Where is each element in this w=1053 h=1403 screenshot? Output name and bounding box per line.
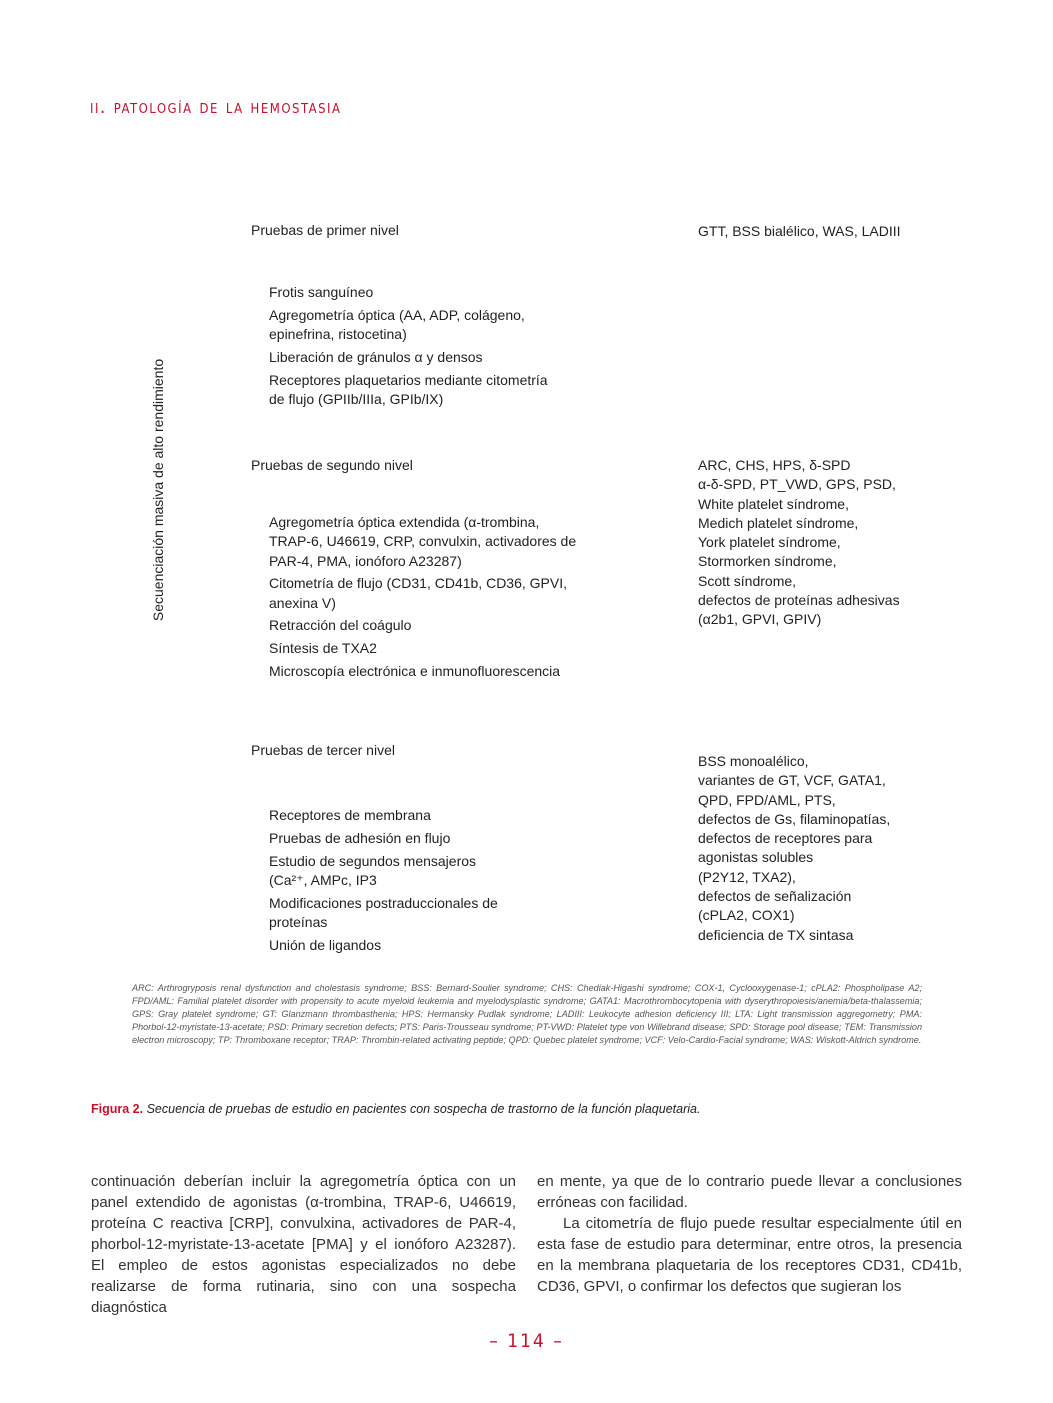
body-column-right xyxy=(537,1171,962,1297)
test-item: Estudio de segundos mensajeros (Ca²⁺, AMPc, IP3 xyxy=(269,852,477,888)
figure-caption-text: Secuencia de pruebas de estudio en pacientes con sospecha de trastorno de la función plaquetaria. xyxy=(146,1102,701,1116)
body-paragraph: La citometría de flujo puede resultar especialmente útil en esta fase de estudio para determinar, entre otros, la presencia en la membrana plaquetaria de los receptores CD31, CD41b, CD36, GPVI, o confirmar los defectos que sugieran los xyxy=(537,1215,962,1295)
level-3-tests xyxy=(269,806,499,959)
test-item: Liberación de gránulos α y densos xyxy=(269,348,483,365)
level-3-title: Pruebas de tercer nivel xyxy=(251,742,395,758)
body-column-left xyxy=(91,1171,516,1318)
abbreviations-note: ARC: Arthrogryposis renal dysfunction and cholestasis syndrome; BSS: Bernard-Soulier syndrome; CHS: Chediak-Higashi syndrome; COX-1, Cyclooxygenase-1; cPLA2: Phospholipase A2; FPD/AML: Familial platelet disorder with propensity to acute myeloid leukemia and myelodysplastic syndrome; GATA1: Macrothrombocytopenia with dyserythropoiesis/anemia/beta-thalassemia; GPS: Gray platelet syndrome; GT: Glanzmann thrombasthenia; HPS: Hermansky Pudlak syndrome; LADIII: Leukocyte adhesion deficiency III; LTA: Light transmission aggregometry; PMA: Phorbol-12-myristate-13-acetate; PSD: Primary secretion defects; PTS: Paris-Trousseau syndrome; PT-VWD: Platelet type von Willebrand disease; SPD: Storage pool disease; TEM: Transmission electron microscopy; TP: Thromboxane receptor; TRAP: Thrombin-related activating peptide; QPD: Quebec platelet syndrome; VCF: Velo-Cardio-Facial syndrome; WAS: Wiskott-Aldrich syndrome. xyxy=(132,983,922,1045)
test-item: Retracción del coágulo xyxy=(269,617,412,634)
figure-caption xyxy=(91,1102,700,1116)
level-2-diagnoses: ARC, CHS, HPS, δ-SPD α-δ-SPD, PT_VWD, GPS, PSD, White platelet síndrome, Medich platelet síndrome, York platelet síndrome, Stormorken síndrome, Scott síndrome, defectos de proteínas adhesivas (α2b1, GPVI, GPIV) xyxy=(698,457,900,628)
level-2-tests xyxy=(269,513,579,685)
figure-number: Figura 2. xyxy=(91,1102,144,1116)
test-item: Frotis sanguíneo xyxy=(269,284,374,300)
vertical-label: Secuenciación masiva de alto rendimiento xyxy=(150,358,166,622)
level-3-diagnoses: BSS monoalélico, variantes de GT, VCF, GATA1, QPD, FPD/AML, PTS, defectos de Gs, filaminopatías, defectos de receptores para agonistas solubles (P2Y12, TXA2), defectos de señalización (cPLA2, COX1) deficiencia de TX sintasa xyxy=(698,753,891,943)
running-header: ii. patología de la hemostasia xyxy=(90,96,342,118)
level-2-title: Pruebas de segundo nivel xyxy=(251,457,413,473)
test-item: Pruebas de adhesión en flujo xyxy=(269,829,451,846)
level-1-diagnoses: GTT, BSS bialélico, WAS, LADIII xyxy=(698,223,901,239)
test-item: Unión de ligandos xyxy=(269,936,382,953)
test-item: Receptores de membrana xyxy=(269,807,431,823)
page-number: – 114 – xyxy=(489,1330,564,1352)
body-paragraph: en mente, ya que de lo contrario puede llevar a conclusiones erróneas con facilidad. xyxy=(537,1173,962,1211)
level-1-title: Pruebas de primer nivel xyxy=(251,222,399,238)
body-paragraph: continuación deberían incluir la agregometría óptica con un panel extendido de agonistas (α-trombina, TRAP-6, U46619, proteína C reactiva [CRP], convulxina, activadores de PAR-4, phorbol-12-myristate-13-acetate [PMA] y el ionóforo A23287). El empleo de estos agonistas especializados no debe realizarse de forma rutinaria, sino con una sospecha diagnóstica xyxy=(91,1173,516,1316)
level-1-tests xyxy=(269,283,549,413)
test-item: Citometría de flujo (CD31, CD41b, CD36, GPVI, anexina V) xyxy=(269,575,568,611)
test-item: Agregometría óptica extendida (α-trombina, TRAP-6, U46619, CRP, convulxin, activadores de PAR-4, PMA, ionóforo A23287) xyxy=(269,514,577,569)
test-item: Microscopía electrónica e inmunofluorescencia xyxy=(269,663,561,680)
test-item: Modificaciones postraduccionales de proteínas xyxy=(269,894,498,930)
test-item: Receptores plaquetarios mediante citometría de flujo (GPIIb/IIIa, GPIb/IX) xyxy=(269,371,548,407)
test-item: Síntesis de TXA2 xyxy=(269,640,377,657)
test-item: Agregometría óptica (AA, ADP, colágeno, epinefrina, ristocetina) xyxy=(269,306,525,343)
